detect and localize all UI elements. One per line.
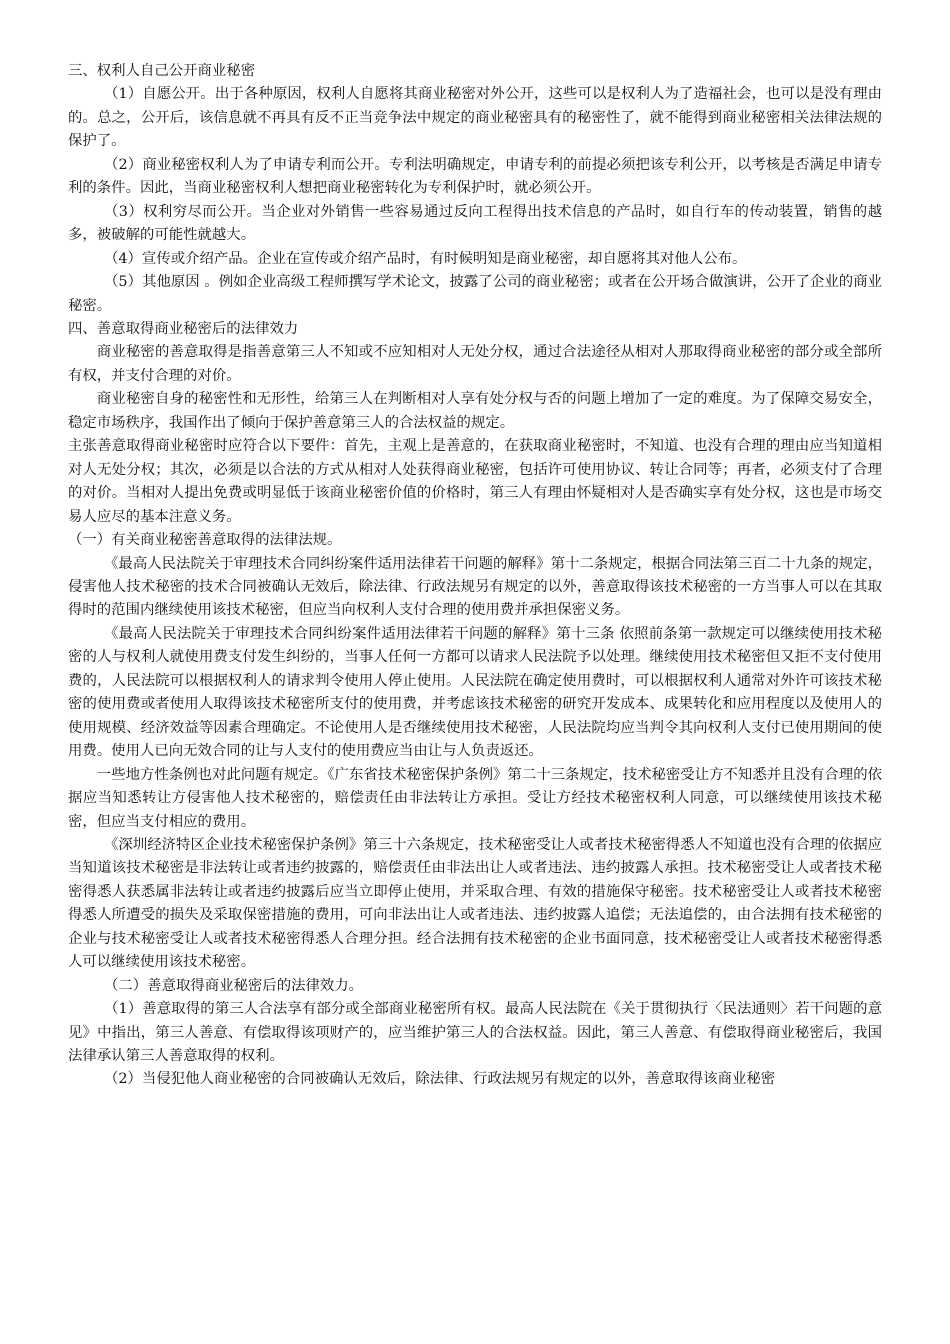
heading-section-3: 三、权利人自己公开商业秘密 [68,63,256,79]
paragraph-promotion: （4）宣传或介绍产品。企业在宣传或介绍产品时，有时候明知是商业秘密，却自愿将其对他人公布。 [104,250,747,267]
paragraph-requirements: 主张善意取得商业秘密时应符合以下要件：首先，主观上是善意的，在获取商业秘密时，不知道、也没有合理的理由应当知道相对人无处分权；其次，必须是以合法的方式从相对人处获得商业秘密，包括许可使用协议、转让合同等；再者，必须支付了合理的对价。当相对人提出免费或明显低于该商业秘密价值的价格时，第三人有理由怀疑相对人是否确实享有处分权，这也是市场交易人应尽的基本注意义务。 [68,438,882,525]
paragraph-difficulty: 商业秘密自身的秘密性和无形性，给第三人在判断相对人享有处分权与否的问题上增加了一定的难度。为了保障交易安全，稳定市场秩序，我国作出了倾向于保护善意第三人的合法权益的规定。 [68,391,882,431]
paragraph-patent: （2）商业秘密权利人为了申请专利而公开。专利法明确规定，申请专利的前提必须把该专利公开，以考核是否满足申请专利的条件。因此，当商业秘密权利人想把商业秘密转化为专利保护时，就必须公开。 [68,156,882,197]
paragraph-exhaustion: （3）权利穷尽而公开。当企业对外销售一些容易通过反向工程得出技术信息的产品时，如自行车的传动装置，销售的越多，被破解的可能性就越大。 [68,203,882,244]
paragraph-other-reasons: （5）其他原因 。例如企业高级工程师撰写学术论文，披露了公司的商业秘密；或者在公开场合做演讲，公开了企业的商业秘密。 [68,274,882,314]
paragraph-definition: 商业秘密的善意取得是指善意第三人不知或不应知相对人无处分权，通过合法途径从相对人那取得商业秘密的部分或全部所有权，并支付合理的对价。 [68,344,882,384]
paragraph-guangdong: 一些地方性条例也对此问题有规定。《广东省技术秘密保护条例》第二十三条规定，技术秘密受让方不知悉并且没有合理的依据应当知悉转让方侵害他人技术秘密的，赔偿责任由非法转让方承担。受让方经技术秘密权利人同意，可以继续使用该技术秘密，但应当支付相应的费用。 [68,766,882,830]
paragraph-article-13: 《最高人民法院关于审理技术合同纠纷案件适用法律若干问题的解释》第十三条 依照前条第一款规定可以继续使用技术秘密的人与权利人就使用费支付发生纠纷的，当事人任何一方都可以请求人民法院予以处理。继续使用技术秘密但又拒不支付使用费的，人民法院可以根据权利人的请求判令使用人停止使用。人民法院在确定使用费时，可以根据权利人通常对外许可该技术秘密的使用费或者使用人取得该技术秘密所支付的使用费，并考虑该技术秘密的研究开发成本、成果转化和应用程度以及使用人的使用规模、经济效益等因素合理确定。不论使用人是否继续使用技术秘密，人民法院均应当判令其向权利人支付已使用期间的使用费。使用人已向无效合同的让与人支付的使用费应当由让与人负责返还。 [68,625,882,760]
paragraph-effect-2: （2）当侵犯他人商业秘密的合同被确认无效后，除法律、行政法规另有规定的以外，善意取得该商业秘密 [104,1071,776,1088]
paragraph-voluntary: （1）自愿公开。出于各种原因，权利人自愿将其商业秘密对外公开，这些可以是权利人为了造福社会，也可以是没有理由的。总之，公开后，该信息就不再具有反不正当竞争法中规定的商业秘密具有的秘密性了，就不能得到商业秘密相关法律法规的保护了。 [68,86,882,150]
paragraph-article-12: 《最高人民法院关于审理技术合同纠纷案件适用法律若干问题的解释》第十二条规定，根据合同法第三百二十九条的规定，侵害他人技术秘密的技术合同被确认无效后，除法律、行政法规另有规定的以外，善意取得该技术秘密的一方当事人可以在其取得时的范围内继续使用该技术秘密，但应当向权利人支付合理的使用费并承担保密义务。 [68,555,882,619]
paragraph-effect-1: （1）善意取得的第三人合法享有部分或全部商业秘密所有权。最高人民法院在《关于贯彻执行〈民法通则〉若干问题的意见》中指出，第三人善意、有偿取得该项财产的，应当维护第三人的合法权益。因此，第三人善意、有偿取得商业秘密后，我国法律承认第三人善意取得的权利。 [68,1001,882,1065]
subheading-legal-effect: （二）善意取得商业秘密后的法律效力。 [104,977,364,994]
heading-section-4: 四、善意取得商业秘密后的法律效力 [68,320,299,337]
subheading-laws: （一）有关商业秘密善意取得的法律法规。 [68,532,342,549]
paragraph-shenzhen: 《深圳经济特区企业技术秘密保护条例》第三十六条规定，技术秘密受让人或者技术秘密得悉人不知道也没有合理的依据应当知道该技术秘密是非法转让或者违约披露的，赔偿责任由非法出让人或者违法、违约披露人承担。技术秘密受让人或者技术秘密得悉人获悉属非法转让或者违约披露后应当立即停止使用，并采取合理、有效的措施保守秘密。技术秘密受让人或者技术秘密得悉人所遭受的损失及采取保密措施的费用，可向非法出让人或者违法、违约披露人追偿；无法追偿的，由合法拥有技术秘密的企业与技术秘密受让人或者技术秘密得悉人合理分担。经合法拥有技术秘密的企业书面同意，技术秘密受让人或者技术秘密得悉人可以继续使用该技术秘密。 [68,836,882,971]
